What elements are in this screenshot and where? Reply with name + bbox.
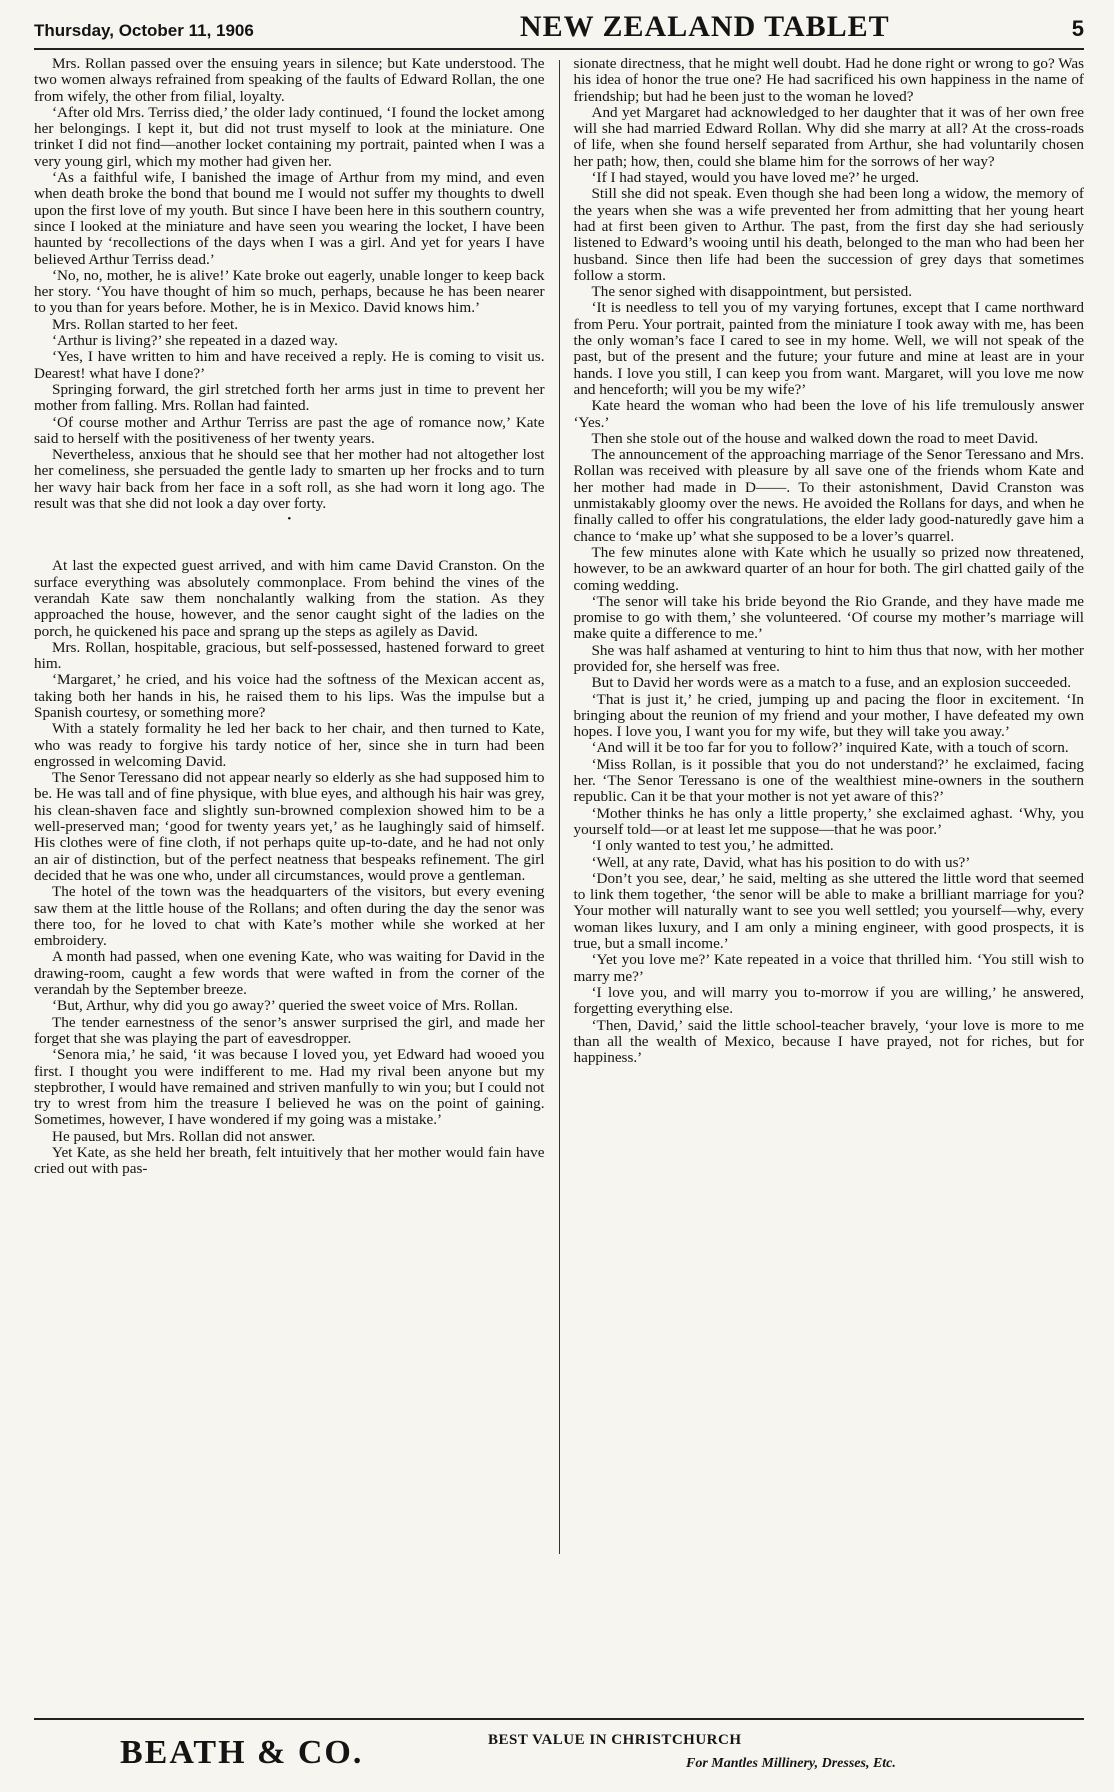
paragraph: And yet Margaret had acknowledged to her daughter that it was of her own free will she had married Edward Rollan. Why did she marry at all? At the cross-roads of life, when she found herself separated from Arthur, she had voluntarily chosen her path; how, then, could she blame him for the sorrows of her way? — [573, 103, 1084, 170]
paragraph: ‘Don’t you see, dear,’ he said, melting as she uttered the little word that seemed to link them together, ‘the senor will be able to make a brilliant marriage for you? Your mother will naturally want to see you well settled; you yourself—why, every woman likes luxury, and I am only a mining engineer, with good prospects, it is true, but a small income.’ — [573, 869, 1084, 953]
paragraph: ‘That is just it,’ he cried, jumping up and pacing the floor in excitement. ‘In bringing about the reunion of my friend and your mother, I have defeated my own hopes. I love you, I want you for my wife, but they will take you away.’ — [573, 690, 1084, 741]
paragraph: ‘The senor will take his bride beyond the Rio Grande, and they have made me promise to go with them,’ she volunteered. ‘Of course my mother’s marriage will make quite a difference to me.’ — [573, 592, 1084, 643]
paragraph: ‘Miss Rollan, is it possible that you do not understand?’ he exclaimed, facing her. ‘The Senor Teressano is one of the wealthiest mine-owners in the southern republic. Can it be that your mother is not yet aware of this?’ — [573, 755, 1084, 806]
paragraph: The hotel of the town was the headquarters of the visitors, but every evening saw them at the little house of the Rollans; and often during the day the senor was there too, for he loved to chat with Kate’s mother while she worked at her embroidery. — [34, 883, 545, 950]
paragraph: ‘No, no, mother, he is alive!’ Kate broke out eagerly, unable longer to keep back her story. ‘You have thought of him so much, perhaps, because he has been nearer to you than for years before. Mother, he is in Mexico. David knows him.’ — [34, 266, 545, 317]
paragraph: ‘Of course mother and Arthur Terriss are past the age of romance now,’ Kate said to herself with the positiveness of her twenty years. — [34, 413, 545, 447]
paragraph: The few minutes alone with Kate which he usually so prized now threatened, however, to be an awkward quarter of an hour for both. The girl chatted gaily of the coming wedding. — [573, 543, 1084, 594]
paragraph: ‘Well, at any rate, David, what has his position to do with us?’ — [591, 853, 971, 871]
paragraph: ‘Yet you love me?’ Kate repeated in a voice that thrilled him. ‘You still wish to marry me?’ — [573, 951, 1084, 985]
paragraph: ‘It is needless to tell you of my varying fortunes, except that I came northward from Peru. Your portrait, painted from the miniature I took away with me, has been the only woman’s face I cared to see in my home. Well, we will not speak of the past, but of the present and the future; your future and mine at least are in your hands. I love you still, I can keep you from want. Margaret, will you love me now and henceforth; will you be my wife?’ — [573, 299, 1084, 398]
paragraph: ‘Mother thinks he has only a little property,’ she exclaimed aghast. ‘Why, you yourself told—or at least let me suppose—that he was poor.’ — [573, 804, 1084, 838]
paragraph: Then she stole out of the house and walked down the road to meet David. — [591, 429, 1039, 447]
advertisement-footer — [34, 1728, 1084, 1788]
right-column — [573, 56, 1084, 1554]
paragraph: ‘Senora mia,’ he said, ‘it was because I loved you, yet Edward had wooed you first. I thought you were indifferent to me. Had my rival been anyone but my stepbrother, I would have remained and striven manfully to win you; but I could not try to wrest from him the treasure I believed he was on the point of gaining. Sometimes, however, I have wondered if my going was a mistake.’ — [34, 1046, 545, 1129]
paragraph: sionate directness, that he might well doubt. Had he done right or wrong to go? Was his idea of honor the true one? He had sacrificed his own happiness in the name of friendship; but had he been just to the woman he loved? — [573, 56, 1084, 105]
paragraph: But to David her words were as a match to a fuse, and an explosion succeeded. — [591, 674, 1072, 692]
masthead-title: NEW ZEALAND TABLET — [519, 10, 890, 43]
page-number: 5 — [1071, 16, 1084, 41]
paragraph: Yet Kate, as she held her breath, felt intuitively that her mother would fain have cried out with pas- — [34, 1144, 545, 1178]
article-body — [34, 56, 1084, 1554]
paragraph: The Senor Teressano did not appear nearly so elderly as she had supposed him to be. He was tall and of fine physique, with blue eyes, and although his hair was grey, his clean-shaven face and slightly sun-browned complexion showed him to be a well-preserved man; ‘good for twenty years yet,’ as he laughingly said of himself. His clothes were of fine cloth, if not perhaps quite up-to-date, and he had not only an air of distinction, but of the perfect neatness that bespeaks refinement. The girl decided that he was one who, under all circumstances, would prove a gentleman. — [34, 769, 545, 884]
paragraph: A month had passed, when one evening Kate, who was waiting for David in the drawing-room, caught a few words that were wafted in from the corner of the verandah by the September breeze. — [34, 948, 545, 999]
paragraph: Still she did not speak. Even though she had been long a widow, the memory of the years when she was a wife prevented her from admitting that her young heart had at first been given to Arthur. The past, from the first day she had seriously listened to Edward’s wooing until his death, belonged to the man who had been her husband. Since then life had been the succession of grey days that sometimes follow a storm. — [573, 185, 1084, 284]
footer-rule — [34, 1718, 1084, 1720]
issue-date: Thursday, October 11, 1906 — [34, 21, 254, 40]
paragraph: Mrs. Rollan, hospitable, gracious, but self-possessed, hastened forward to greet him. — [34, 638, 545, 673]
paragraph: ‘If I had stayed, would you have loved me?’ he urged. — [591, 169, 920, 187]
advertiser-tagline: BEST VALUE IN CHRISTCHURCH — [488, 1732, 742, 1748]
section-break-dot: • — [287, 513, 292, 526]
advertiser-goods: For Mantles Millinery, Dresses, Etc. — [686, 1756, 896, 1771]
paragraph: ‘I only wanted to test you,’ he admitted. — [591, 837, 834, 855]
paragraph: Mrs. Rollan started to her feet. — [52, 315, 238, 333]
paragraph: ‘And will it be too far for you to follow?’ inquired Kate, with a touch of scorn. — [591, 739, 1069, 757]
advertiser-name: BEATH & CO. — [120, 1734, 364, 1771]
paragraph: ‘But, Arthur, why did you go away?’ queried the sweet voice of Mrs. Rollan. — [52, 997, 519, 1015]
paragraph: At last the expected guest arrived, and with him came David Cranston. On the surface everything was absolutely commonplace. From behind the vines of the verandah Kate saw them nonchalantly walking from the station. As they approached the house, however, and the senor caught sight of the ladies on the porch, he quickened his pace and sprang up the steps as agilely as David. — [34, 557, 545, 640]
header-rule — [34, 48, 1084, 50]
paragraph: She was half ashamed at venturing to hint to him thus that now, with her mother provided for, she herself was free. — [573, 641, 1084, 675]
paragraph: The tender earnestness of the senor’s answer surprised the girl, and made her forget that she was playing the part of eavesdropper. — [34, 1013, 545, 1047]
left-column — [34, 56, 545, 1554]
page-header — [34, 10, 1084, 44]
paragraph: ‘After old Mrs. Terriss died,’ the older lady continued, ‘I found the locket among her belongings. I kept it, but did not trust myself to look at the miniature. One trinket I did not find—another locket containing my portrait, painted when I was a very young girl, which my mother had given her. — [34, 103, 545, 170]
paragraph: Nevertheless, anxious that he should see that her mother had not altogether lost her comeliness, she persuaded the gentle lady to smarten up her frocks and to turn her wavy hair back from her face in a soft roll, as she had worn it long ago. The result was that she did not look a day over forty. — [34, 446, 545, 513]
paragraph: Springing forward, the girl stretched forth her arms just in time to prevent her mother from falling. Mrs. Rollan had fainted. — [34, 380, 545, 415]
paragraph: With a stately formality he led her back to her chair, and then turned to Kate, who was ready to forgive his tardy notice of her, since she in turn had been engrossed in welcoming David. — [34, 720, 545, 770]
paragraph: ‘I love you, and will marry you to-morrow if you are willing,’ he answered, forgetting everything else. — [573, 983, 1084, 1018]
column-divider — [559, 60, 560, 1554]
paragraph: ‘Arthur is living?’ she repeated in a dazed way. — [52, 332, 338, 350]
paragraph: Kate heard the woman who had been the love of his life tremulously answer ‘Yes.’ — [573, 397, 1084, 431]
paragraph: The announcement of the approaching marriage of the Senor Teressano and Mrs. Rollan was received with pleasure by all save one of the friends whom Kate and her mother had made in D——. To their astonishment, David Cranston was unmistakably gloomy over the news. He avoided the Rollans for days, and when he finally called to offer his congratulations, the elder lady good-naturedly gave him a chance to ‘make up’ what she supposed to be a lover’s quarrel. — [573, 446, 1084, 545]
paragraph: ‘As a faithful wife, I banished the image of Arthur from my mind, and even when death broke the bond that bound me I would not suffer my thoughts to dwell upon the first love of my youth. But since I have been here in this southern country, since I looked at the miniature and have seen you wearing the locket, I have been haunted by ‘recollections of the days when I was a girl. And yet for years I have believed Arthur Terriss dead.’ — [34, 169, 545, 268]
paragraph: Mrs. Rollan passed over the ensuing years in silence; but Kate understood. The two women always refrained from speaking of the faults of Edward Rollan, the one from wifely, the other from filial, loyalty. — [34, 56, 545, 105]
paragraph: ‘Yes, I have written to him and have received a reply. He is coming to visit us. Dearest! what have I done?’ — [34, 348, 545, 382]
paragraph: ‘Then, David,’ said the little school-teacher bravely, ‘your love is more to me than all the wealth of Mexico, because I have prayed, not for riches, but for happiness.’ — [573, 1016, 1084, 1067]
paragraph: ‘Margaret,’ he cried, and his voice had the softness of the Mexican accent as, taking both her hands in his, he raised them to his lips. Was the impulse but a Spanish courtesy, or something more? — [34, 671, 545, 721]
paragraph: The senor sighed with disappointment, but persisted. — [591, 283, 913, 301]
paragraph: He paused, but Mrs. Rollan did not answer. — [52, 1127, 316, 1145]
